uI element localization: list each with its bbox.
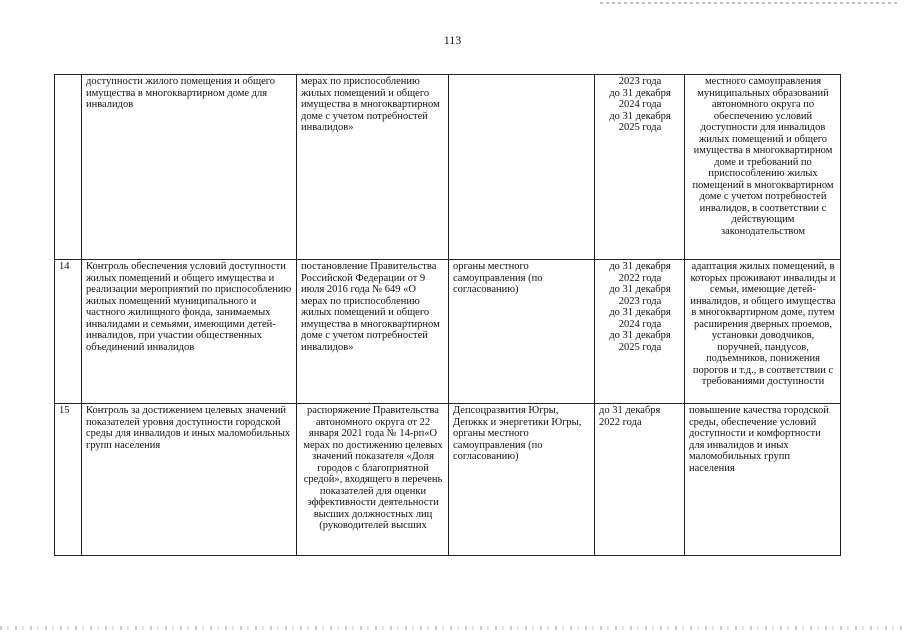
row-number: 14 (55, 260, 82, 404)
row-number (55, 75, 82, 260)
executor-cell: Депсоцразвития Югры, Депжкк и энергетики Югры, органы местного самоуправления (по согласованию) (449, 404, 595, 556)
measure-cell: Контроль за достижением целевых значений показателей уровня доступности городской среды для инвалидов и иных маломобильных групп населения (82, 404, 297, 556)
measures-table (54, 74, 841, 556)
scan-artifact-top (600, 2, 900, 4)
page-number: 113 (443, 33, 462, 47)
legal-basis-cell: постановление Правительства Российской Федерации от 9 июля 2016 года № 649 «О мерах по приспособлению жилых помещений и общего имущества в многоквартирном доме с учетом потребностей инвалидов» (297, 260, 449, 404)
scan-artifact-bottom (0, 626, 905, 630)
row-number: 15 (55, 404, 82, 556)
result-cell: адаптация жилых помещений, в которых проживают инвалиды и семьи, имеющие детей-инвалидов, и общего имущества в многоквартирном доме, путем расширения дверных проемов, установки доводчиков, поручней, пандусов, подъемников, понижения порогов и т.д., в соответствии с требованиями доступности (685, 260, 841, 404)
table-row (55, 75, 841, 260)
measure-cell: доступности жилого помещения и общего имущества в многоквартирном доме для инвалидов (82, 75, 297, 260)
legal-basis-cell (297, 404, 449, 556)
executor-cell (449, 75, 595, 260)
legal-basis-cell: мерах по приспособлению жилых помещений и общего имущества в многоквартирном доме с учетом потребностей инвалидов» (297, 75, 449, 260)
deadline-cell: 2023 года до 31 декабря 2024 года до 31 декабря 2025 года (595, 75, 685, 260)
deadline-cell: до 31 декабря 2022 года (595, 404, 685, 556)
legal-basis-text: распоряжение Правительства автономного округа от 22 января 2021 года № 14-рп«О мерах по достижению целевых значений показателя «Доля городов с благоприятной средой», входящего в перечень показателей для оценки эффективности деятельности высших должностных лиц (руководителей высших (303, 405, 443, 531)
deadline-cell: до 31 декабря 2022 года до 31 декабря 2023 года до 31 декабря 2024 года до 31 декабря 2025 года (595, 260, 685, 404)
result-cell: местного самоуправления муниципальных образований автономного округа по обеспечению условий доступности для инвалидов жилых помещений и общего имущества в многоквартирном доме и требований по приспособлению жилых помещений в многоквартирном доме с учетом потребностей инвалидов, в соответствии с действующим законодательством (685, 75, 841, 260)
table-row (55, 404, 841, 556)
result-cell: повышение качества городской среды, обеспечение условий доступности и комфортности для инвалидов и иных маломобильных групп населения (685, 404, 841, 556)
table-row (55, 260, 841, 404)
executor-cell: органы местного самоуправления (по согласованию) (449, 260, 595, 404)
measure-cell: Контроль обеспечения условий доступности жилых помещений и общего имущества и реализации мероприятий по приспособлению жилых помещений муниципального и частного жилищного фонда, занимаемых инвалидами и семьями, имеющими детей-инвалидов, при участии общественных объединений инвалидов (82, 260, 297, 404)
